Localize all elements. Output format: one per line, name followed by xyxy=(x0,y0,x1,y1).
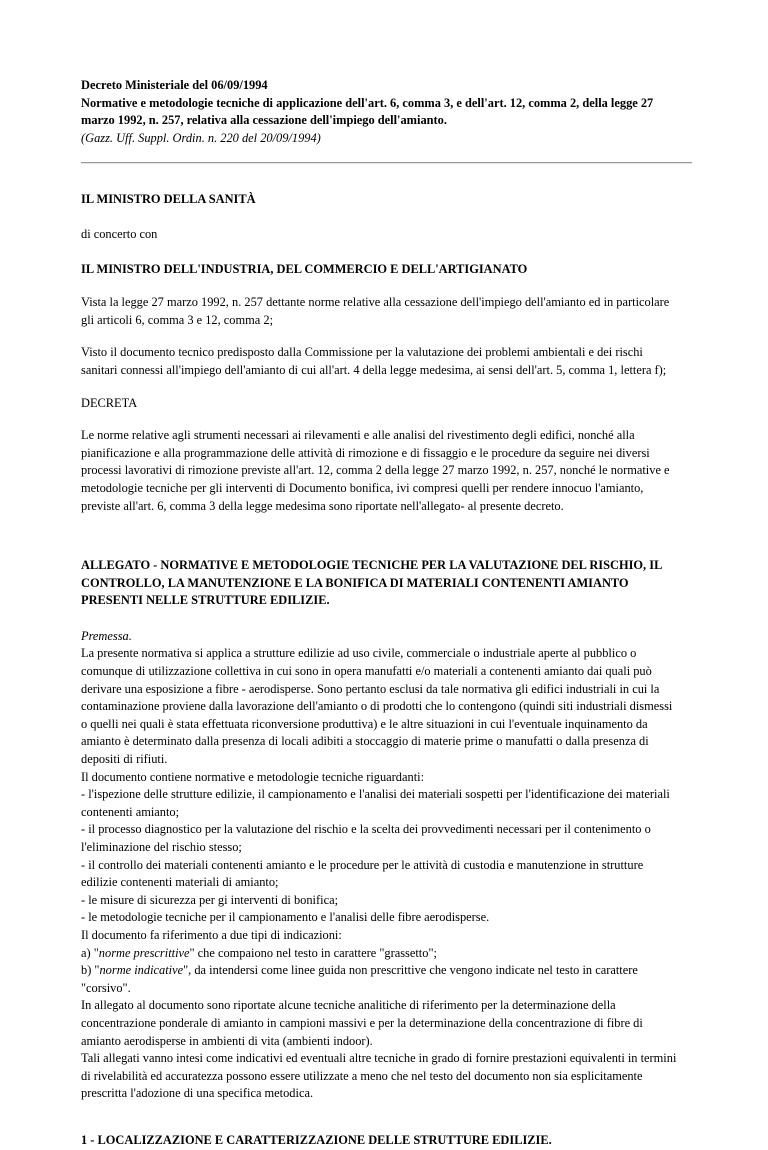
text-line: gli articoli 6, comma 3 e 12, comma 2; xyxy=(81,312,274,327)
text-line: metodologie tecniche per gli interventi di Documento bonifica, ivi compresi quelli per rendere innocuo l'amianto, xyxy=(81,480,644,495)
text-line: comunque di utilizzazione collettiva in cui sono in opera manufatti e/o materiali a contenenti amianto dai quali può xyxy=(81,664,652,679)
text-line: edilizie contenenti materiali di amianto; xyxy=(81,875,279,890)
text-line: Le norme relative agli strumenti necessari ai rilevamenti e alle analisi del rivestimento degli edifici, nonché alla xyxy=(81,428,635,443)
text-line: Il documento fa riferimento a due tipi di indicazioni: xyxy=(81,927,342,942)
list-item-b xyxy=(81,962,692,980)
norme-paragraph xyxy=(81,427,692,515)
minister-industry-heading: IL MINISTRO DELL'INDUSTRIA, DEL COMMERCIO E DELL'ARTIGIANATO xyxy=(81,261,528,276)
text-line: PRESENTI NELLE STRUTTURE EDILIZIE. xyxy=(81,593,330,608)
text-line: l'eliminazione del rischio stesso; xyxy=(81,840,242,854)
list-item-a xyxy=(81,945,692,963)
text-line: Vista la legge 27 marzo 1992, n. 257 dettante norme relative alla cessazione dell'impiego dell'amianto ed in particolare xyxy=(81,295,670,310)
text-line: processi lavorativi di rimozione previste all'art. 12, comma 2 della legge 27 marzo 1992, n. 257, nonché le normative e xyxy=(81,463,670,478)
text-line: - il controllo dei materiali contenenti amianto e le procedure per le attività di custodia e manutenzione in strutture xyxy=(81,857,644,872)
text-line: In allegato al documento sono riportate alcune tecniche analitiche di riferimento per la determinazione della xyxy=(81,998,616,1013)
text-line: amianto è determinato dalla presenza di locali adibiti a stoccaggio di materie prime o manufatti o dalla presenza di xyxy=(81,734,649,749)
item-a-italic: norme prescrittive xyxy=(98,945,190,960)
item-a-prefix: a) " xyxy=(81,945,99,960)
premessa-section xyxy=(81,628,692,1103)
text-line: Tali allegati vanno intesi come indicativi ed eventuali altre tecniche in grado di fornire prestazioni equivalenti in termini xyxy=(81,1051,677,1066)
text-line: pianificazione e alla programmazione delle attività di rimozione e di fissaggio e le procedure da seguire nei diversi xyxy=(81,445,650,460)
text-line: prescritta l'adozione di una specifica metodica. xyxy=(81,1086,314,1101)
text-line: previste all'art. 6, comma 3 della legge medesima sono riportate nell'allegato- al presente decreto. xyxy=(81,498,564,513)
text-line: ALLEGATO - NORMATIVE E METODOLOGIE TECNICHE PER LA VALUTAZIONE DEL RISCHIO, IL xyxy=(81,558,663,573)
item-b-suffix: ", da intendersi come linee guida non prescrittive che vengono indicate nel testo in carattere xyxy=(183,963,638,978)
decree-subject-line-1: Normative e metodologie tecniche di applicazione dell'art. 6, comma 3, e dell'art. 12, comma 2, della legge 27 xyxy=(81,95,654,110)
premessa-label: Premessa. xyxy=(81,628,132,643)
decreta-text: DECRETA xyxy=(81,395,138,410)
item-b-prefix: b) " xyxy=(81,963,100,978)
item-a-suffix: " che compaiono nel testo in carattere "grassetto"; xyxy=(189,945,437,960)
text-line: concentrazione ponderale di amianto in campioni massivi e per la determinazione della concentrazione di fibre di xyxy=(81,1015,643,1030)
header-divider xyxy=(81,162,692,164)
text-line: - il processo diagnostico per la valutazione del rischio e la scelta dei provvedimenti necessari per il contenimento o xyxy=(81,822,651,837)
decree-header xyxy=(81,77,692,147)
text-line: - le metodologie tecniche per il campionamento e l'analisi delle fibre aerodisperse. xyxy=(81,910,490,925)
minister-health-heading: IL MINISTRO DELLA SANITÀ xyxy=(81,192,256,207)
visto-paragraph xyxy=(81,344,692,379)
decree-subject-line-2: marzo 1992, n. 257, relativa alla cessazione dell'impiego dell'amianto. xyxy=(81,113,447,128)
text-line: Il documento contiene normative e metodologie tecniche riguardanti: xyxy=(81,769,425,784)
text-line: di rivelabilità ed accuratezza possono essere utilizzate a meno che nel testo del documento non sia esplicitamente xyxy=(81,1068,643,1083)
text-line: contaminazione proviene dalla lavorazione dell'amianto o di prodotti che lo contengono (quindi siti industriali dismessi xyxy=(81,699,673,714)
gazette-reference: (Gazz. Uff. Suppl. Ordin. n. 220 del 20/09/1994) xyxy=(81,130,321,145)
text-line: "corsivo". xyxy=(81,980,131,995)
section-1-heading: 1 - LOCALIZZAZIONE E CARATTERIZZAZIONE DELLE STRUTTURE EDILIZIE. xyxy=(81,1132,552,1147)
text-line: sanitari connessi all'impiego dell'amianto di cui all'art. 4 della legge medesima, ai sensi dell'art. 5, comma 1, lettera f); xyxy=(81,362,667,377)
item-b-italic: norme indicative xyxy=(99,963,184,978)
text-line: amianto aerodisperse in ambienti di vita (ambienti indoor). xyxy=(81,1033,373,1048)
text-line: - le misure di sicurezza per gi interventi di bonifica; xyxy=(81,892,339,907)
text-line: contenenti amianto; xyxy=(81,804,180,819)
text-line: Visto il documento tecnico predisposto dalla Commissione per la valutazione dei problemi ambientali e dei rischi xyxy=(81,345,643,360)
text-line: La presente normativa si applica a strutture edilizie ad uso civile, commerciale o industriale aperte al pubblico o xyxy=(81,646,637,661)
text-line: - l'ispezione delle strutture edilizie, il campionamento e l'analisi dei materiali sospetti per l'identificazione dei materiali xyxy=(81,787,670,802)
vista-paragraph xyxy=(81,294,692,329)
text-line: derivare una esposizione a fibre - aerodisperse. Sono pertanto esclusi da tale normativa gli edifici industriali in cui la xyxy=(81,681,660,696)
decree-date-title: Decreto Ministeriale del 06/09/1994 xyxy=(81,78,268,92)
text-line: CONTROLLO, LA MANUTENZIONE E LA BONIFICA DI MATERIALI CONTENENTI AMIANTO xyxy=(81,575,629,590)
text-line: o quelli nei quali è stata effettuata riconversione produttiva) e le altre situazioni in cui l'eventuale inquinamento da xyxy=(81,716,648,731)
allegato-title xyxy=(81,557,692,610)
concert-text: di concerto con xyxy=(81,226,158,241)
text-line: depositi di rifiuti. xyxy=(81,752,168,767)
